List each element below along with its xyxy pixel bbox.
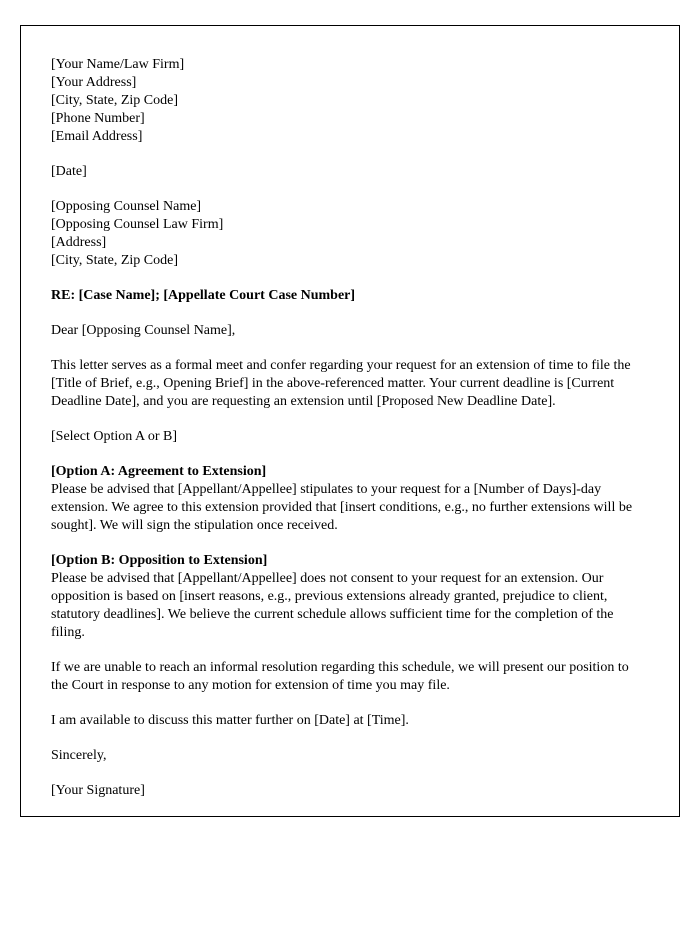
option-b-block bbox=[51, 552, 649, 642]
signature-block bbox=[51, 782, 649, 800]
availability-block bbox=[51, 712, 649, 730]
select-option-block bbox=[51, 428, 649, 446]
option-a-paragraph: Please be advised that [Appellant/Appellee] stipulates to your request for a [Number of Days]-day extension. We agree to this extension provided that [insert conditions, e.g., no further extensions will be sought]. We will sign the stipulation once received. bbox=[51, 482, 633, 533]
salutation-block bbox=[51, 322, 649, 340]
recipient-name-line: [Opposing Counsel Name] bbox=[51, 199, 202, 214]
option-b-heading: [Option B: Opposition to Extension] bbox=[51, 553, 268, 568]
subject-line: RE: [Case Name]; [Appellate Court Case Number] bbox=[51, 288, 356, 303]
recipient-address-block bbox=[51, 198, 649, 270]
sender-email-line: [Email Address] bbox=[51, 129, 143, 144]
intro-paragraph: This letter serves as a formal meet and confer regarding your request for an extension of time to file the [Title of Brief, e.g., Opening Brief] in the above-referenced matter. Your current deadline is [Current Deadline Date], and you are requesting an extension until [Proposed New Deadline Date]. bbox=[51, 358, 631, 409]
intro-paragraph-block bbox=[51, 357, 649, 411]
option-a-block bbox=[51, 463, 649, 535]
salutation-line: Dear [Opposing Counsel Name], bbox=[51, 323, 236, 338]
select-option-line: [Select Option A or B] bbox=[51, 429, 177, 444]
sender-address-block bbox=[51, 56, 649, 146]
closing-line: Sincerely, bbox=[51, 748, 107, 763]
date-line: [Date] bbox=[51, 164, 87, 179]
resolution-paragraph-block bbox=[51, 659, 649, 695]
recipient-firm-line: [Opposing Counsel Law Firm] bbox=[51, 217, 224, 232]
letter-document bbox=[20, 25, 680, 817]
sender-city-line: [City, State, Zip Code] bbox=[51, 93, 179, 108]
subject-line-block bbox=[51, 287, 649, 305]
closing-block bbox=[51, 747, 649, 765]
recipient-city-line: [City, State, Zip Code] bbox=[51, 253, 179, 268]
sender-name-line: [Your Name/Law Firm] bbox=[51, 57, 185, 72]
sender-address-line: [Your Address] bbox=[51, 75, 137, 90]
sender-phone-line: [Phone Number] bbox=[51, 111, 145, 126]
resolution-paragraph: If we are unable to reach an informal resolution regarding this schedule, we will present our position to the Court in response to any motion for extension of time you may file. bbox=[51, 660, 629, 693]
availability-line: I am available to discuss this matter further on [Date] at [Time]. bbox=[51, 713, 409, 728]
option-b-paragraph: Please be advised that [Appellant/Appellee] does not consent to your request for an extension. Our opposition is based on [insert reasons, e.g., previous extensions already granted, prejudice to client, statutory deadlines]. We believe the current schedule allows sufficient time for the completion of the filing. bbox=[51, 571, 614, 640]
option-a-heading: [Option A: Agreement to Extension] bbox=[51, 464, 267, 479]
signature-line: [Your Signature] bbox=[51, 783, 145, 798]
date-block bbox=[51, 163, 649, 181]
recipient-address-line: [Address] bbox=[51, 235, 107, 250]
